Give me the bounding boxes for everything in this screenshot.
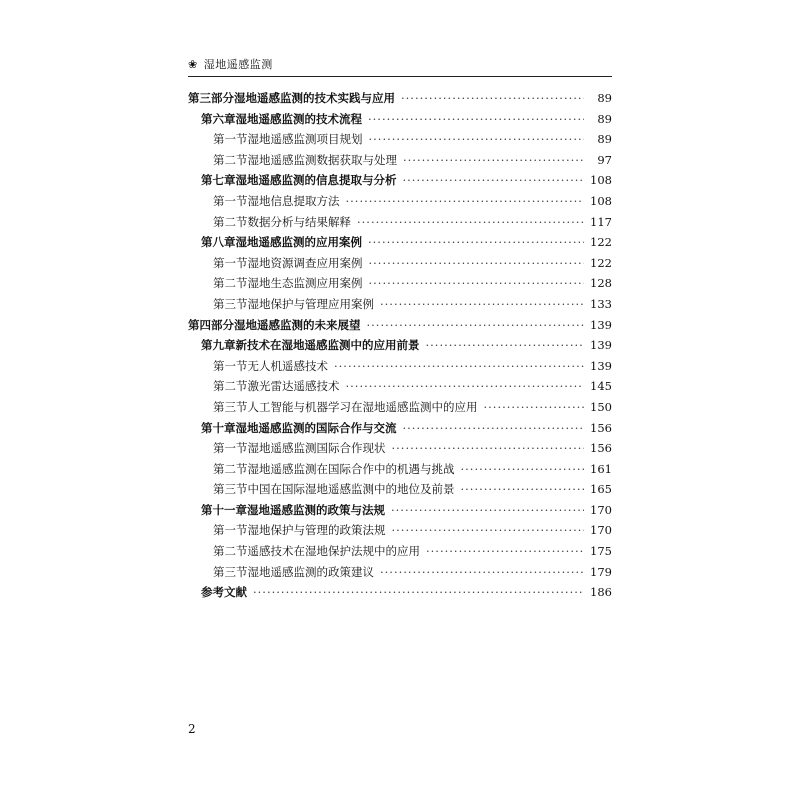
- toc-entry-title: 湿地遥感监测的信息提取与分析: [235, 173, 397, 188]
- toc-entry-title: 湿地遥感监测的应用案例: [235, 235, 362, 250]
- toc-entry-number: 第九章: [201, 338, 236, 353]
- toc-entry-title: 湿地遥感监测的未来展望: [234, 317, 361, 332]
- toc-entry-section: [188, 294, 612, 315]
- toc-entry-number: 第二节: [213, 379, 248, 394]
- toc-entry-section: [188, 356, 612, 377]
- header-rule: [188, 76, 612, 77]
- toc-entry-section: [188, 520, 612, 541]
- toc-entry-page: 128: [590, 276, 612, 291]
- toc-entry-section: [188, 438, 612, 459]
- toc-entry-number: 第一节: [213, 255, 248, 270]
- toc-entry-title: 无人机遥感技术: [247, 358, 328, 373]
- toc-entry-page: 150: [590, 399, 612, 414]
- toc-entry-part: [188, 315, 612, 336]
- toc-entry-title: 中国在国际湿地遥感监测中的地位及前景: [247, 482, 455, 497]
- toc-entry-section: [188, 376, 612, 397]
- dot-leader: [403, 418, 585, 439]
- toc-entry-number: 第三节: [213, 399, 248, 414]
- dot-leader: [380, 294, 584, 315]
- dot-leader: [426, 541, 584, 562]
- toc-entry-section: [188, 273, 612, 294]
- toc-entry-title: 湿地遥感监测的政策建议: [247, 564, 374, 579]
- toc-entry-title: 湿地保护与管理的政策法规: [247, 523, 386, 538]
- toc-entry-number: 第三节: [213, 296, 248, 311]
- toc-entry-chapter: [188, 232, 612, 253]
- toc-entry-title: 参考文献: [201, 585, 247, 600]
- toc-entry-page: 89: [597, 111, 612, 126]
- toc-entry-title: 人工智能与机器学习在湿地遥感监测中的应用: [247, 399, 478, 414]
- toc-entry-title: 新技术在湿地遥感监测中的应用前景: [235, 338, 420, 353]
- toc-entry-page: 139: [590, 358, 612, 373]
- toc-entry-part: [188, 88, 612, 109]
- toc-entry-chapter: [188, 418, 612, 439]
- toc-entry-page: 175: [590, 544, 612, 559]
- toc-entry-page: 156: [590, 441, 612, 456]
- toc-entry-section: [188, 150, 612, 171]
- dot-leader: [346, 376, 585, 397]
- toc-entry-page: 186: [590, 585, 612, 600]
- toc-entry-page: 161: [590, 461, 612, 476]
- toc-entry-section: [188, 459, 612, 480]
- toc-entry-page: 170: [590, 523, 612, 538]
- dot-leader: [403, 150, 584, 171]
- toc-entry-title: 湿地遥感监测的政策与法规: [247, 502, 385, 517]
- toc-entry-section: [188, 191, 612, 212]
- toc-entry-number: 第十章: [201, 420, 236, 435]
- toc-entry-title: 湿地资源调查应用案例: [247, 255, 363, 270]
- toc-entry-refs: [188, 582, 612, 603]
- dot-leader: [369, 253, 585, 274]
- toc-entry-page: 108: [590, 173, 612, 188]
- running-title: 湿地遥感监测: [203, 58, 273, 71]
- dot-leader: [392, 520, 585, 541]
- toc-entry-page: 108: [590, 193, 612, 208]
- toc-entry-number: 第三部分: [188, 91, 234, 105]
- dot-leader: [401, 88, 584, 109]
- dot-leader: [334, 356, 584, 377]
- toc-entry-number: 第一节: [213, 358, 248, 373]
- toc-entry-page: 122: [590, 235, 612, 250]
- running-head: [188, 56, 273, 72]
- dot-leader: [484, 397, 585, 418]
- toc-entry-page: 165: [590, 482, 612, 497]
- toc-entry-page: 89: [597, 132, 612, 147]
- toc-entry-page: 139: [590, 338, 612, 353]
- toc-entry-page: 156: [590, 420, 612, 435]
- toc-entry-number: 第二节: [213, 152, 248, 167]
- dot-leader: [380, 562, 584, 583]
- dot-leader: [403, 170, 585, 191]
- toc-entry-chapter: [188, 109, 612, 130]
- table-of-contents: [188, 88, 612, 603]
- toc-entry-title: 湿地遥感监测的技术实践与应用: [234, 91, 395, 105]
- toc-entry-title: 遥感技术在湿地保护法规中的应用: [247, 544, 420, 559]
- toc-entry-section: [188, 129, 612, 150]
- dot-leader: [461, 479, 585, 500]
- dot-leader: [367, 315, 585, 336]
- toc-entry-section: [188, 479, 612, 500]
- toc-entry-section: [188, 562, 612, 583]
- toc-entry-title: 湿地遥感监测的国际合作与交流: [235, 420, 397, 435]
- toc-entry-section: [188, 397, 612, 418]
- page-number: 2: [188, 722, 196, 736]
- toc-entry-page: 139: [590, 317, 612, 332]
- toc-entry-title: 湿地保护与管理应用案例: [247, 296, 374, 311]
- toc-entry-number: 第十一章: [201, 502, 247, 517]
- toc-entry-page: 117: [590, 214, 612, 229]
- toc-entry-number: 第一节: [213, 193, 248, 208]
- toc-entry-title: 湿地遥感监测的技术流程: [235, 111, 362, 126]
- toc-entry-page: 179: [590, 564, 612, 579]
- toc-entry-title: 激光雷达遥感技术: [247, 379, 340, 394]
- toc-entry-title: 湿地遥感监测国际合作现状: [247, 441, 386, 456]
- flower-icon: ❀: [188, 57, 198, 71]
- toc-entry-number: 第二节: [213, 544, 248, 559]
- toc-entry-title: 湿地遥感监测项目规划: [247, 132, 363, 147]
- toc-entry-number: 第七章: [201, 173, 236, 188]
- toc-entry-title: 数据分析与结果解释: [247, 214, 351, 229]
- dot-leader: [253, 582, 584, 603]
- dot-leader: [368, 232, 584, 253]
- toc-entry-title: 湿地信息提取方法: [247, 193, 340, 208]
- toc-entry-page: 122: [590, 255, 612, 270]
- dot-leader: [426, 335, 585, 356]
- dot-leader: [461, 459, 585, 480]
- toc-entry-number: 第四部分: [188, 317, 234, 332]
- dot-leader: [357, 212, 584, 233]
- toc-entry-number: 第二节: [213, 461, 248, 476]
- dot-leader: [368, 109, 584, 130]
- dot-leader: [392, 438, 585, 459]
- toc-entry-title: 湿地遥感监测在国际合作中的机遇与挑战: [247, 461, 455, 476]
- toc-entry-section: [188, 253, 612, 274]
- toc-entry-page: 145: [590, 379, 612, 394]
- dot-leader: [391, 500, 584, 521]
- toc-entry-section: [188, 212, 612, 233]
- toc-entry-number: 第二节: [213, 214, 248, 229]
- toc-entry-number: 第六章: [201, 111, 236, 126]
- toc-entry-page: 170: [590, 502, 612, 517]
- toc-entry-number: 第八章: [201, 235, 236, 250]
- dot-leader: [369, 273, 585, 294]
- toc-entry-number: 第三节: [213, 482, 248, 497]
- toc-entry-number: 第二节: [213, 276, 248, 291]
- toc-entry-number: 第一节: [213, 132, 248, 147]
- toc-entry-chapter: [188, 335, 612, 356]
- toc-entry-title: 湿地遥感监测数据获取与处理: [247, 152, 397, 167]
- toc-entry-page: 133: [590, 296, 612, 311]
- toc-entry-chapter: [188, 500, 612, 521]
- toc-entry-chapter: [188, 170, 612, 191]
- dot-leader: [369, 129, 585, 150]
- toc-entry-page: 89: [597, 91, 612, 105]
- toc-entry-number: 第一节: [213, 441, 248, 456]
- toc-entry-number: 第三节: [213, 564, 248, 579]
- toc-entry-section: [188, 541, 612, 562]
- dot-leader: [346, 191, 585, 212]
- toc-entry-title: 湿地生态监测应用案例: [247, 276, 363, 291]
- toc-entry-page: 97: [597, 152, 612, 167]
- toc-entry-number: 第一节: [213, 523, 248, 538]
